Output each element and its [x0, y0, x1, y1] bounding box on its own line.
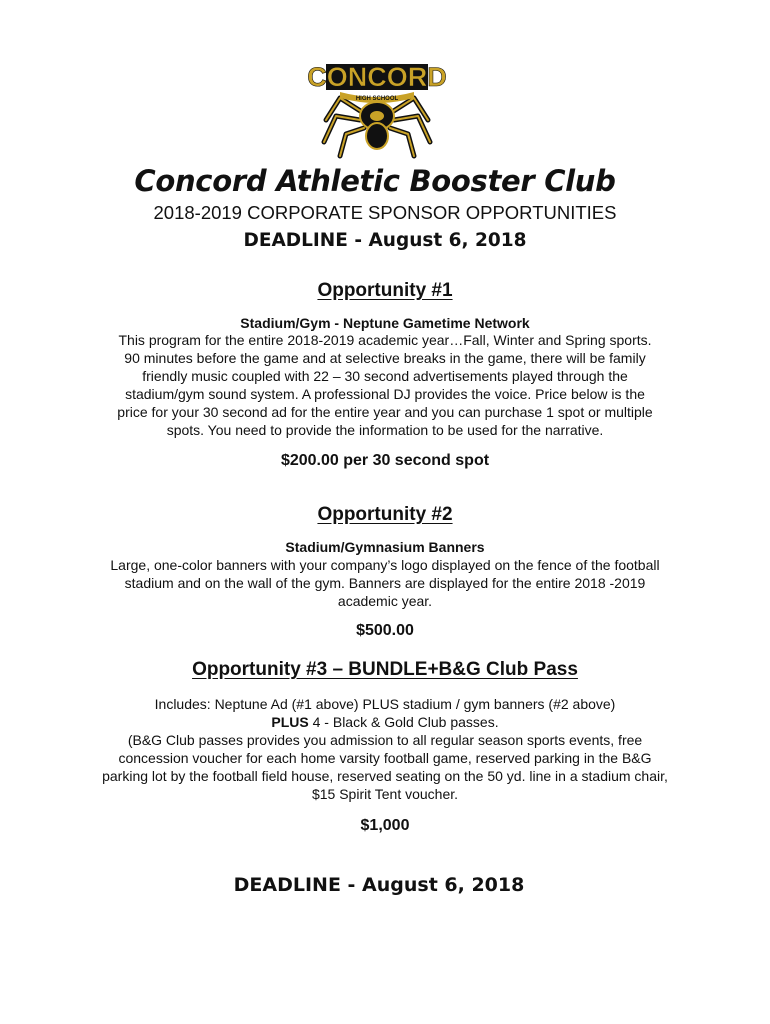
includes-line: Includes: Neptune Ad (#1 above) PLUS stadium / gym banners (#2 above)	[154, 696, 616, 712]
svg-text:HIGH SCHOOL: HIGH SCHOOL	[355, 96, 399, 102]
description-line: stadium and on the wall of the gym. Banners are displayed for the entire 2018 -2019	[124, 575, 646, 591]
description-line: friendly music coupled with 22 – 30 second advertisements played through the	[142, 368, 628, 384]
opportunity-2-subheading: Stadium/Gymnasium Banners	[285, 539, 485, 555]
plus-text: 4 - Black & Gold Club passes.	[308, 714, 499, 730]
opportunity-2-heading: Opportunity #2	[317, 504, 453, 525]
opportunity-3-description	[0, 695, 770, 803]
opportunity-2-description	[0, 556, 770, 610]
plus-label: PLUS	[271, 714, 309, 730]
deadline-footer: DEADLINE - August 6, 2018	[233, 874, 525, 896]
deadline-header: DEADLINE - August 6, 2018	[243, 230, 527, 251]
description-line: academic year.	[337, 593, 433, 609]
description-line: This program for the entire 2018-2019 academic year…Fall, Winter and Spring sports.	[118, 332, 652, 348]
opportunity-1-heading: Opportunity #1	[317, 280, 453, 301]
opportunity-1-subheading: Stadium/Gym - Neptune Gametime Network	[240, 315, 530, 331]
description-line: concession voucher for each home varsity football game, reserved parking in the B&G	[118, 750, 652, 766]
club-title: Concord Athletic Booster Club	[134, 164, 616, 198]
page-subtitle: 2018-2019 CORPORATE SPONSOR OPPORTUNITIES	[153, 202, 617, 223]
description-line: stadium/gym sound system. A professional DJ provides the voice. Price below is the	[125, 386, 645, 402]
description-line: $15 Spirit Tent voucher.	[311, 786, 459, 802]
description-line: spots. You need to provide the information to be used for the narrative.	[166, 422, 604, 438]
plus-line	[0, 713, 770, 731]
opportunity-1-price: $200.00 per 30 second spot	[280, 452, 490, 469]
description-line: 90 minutes before the game and at selective breaks in the game, there will be family	[124, 350, 646, 366]
opportunity-1-description	[0, 331, 770, 439]
description-line: parking lot by the football field house, reserved seating on the 50 yd. line in a stadium chair,	[102, 768, 668, 784]
description-line: (B&G Club passes provides you admission to all regular season sports events, free	[127, 732, 643, 748]
concord-spider-logo	[307, 50, 447, 162]
description-line: Large, one-color banners with your company’s logo displayed on the fence of the football	[110, 557, 660, 573]
opportunity-3-price: $1,000	[360, 817, 410, 834]
opportunity-2-price: $500.00	[356, 622, 414, 639]
opportunity-3-heading: Opportunity #3 – BUNDLE+B&G Club Pass	[192, 659, 578, 680]
description-line: price for your 30 second ad for the entire year and you can purchase 1 spot or multiple	[117, 404, 653, 420]
svg-text:CONCORD: CONCORD	[307, 62, 447, 92]
